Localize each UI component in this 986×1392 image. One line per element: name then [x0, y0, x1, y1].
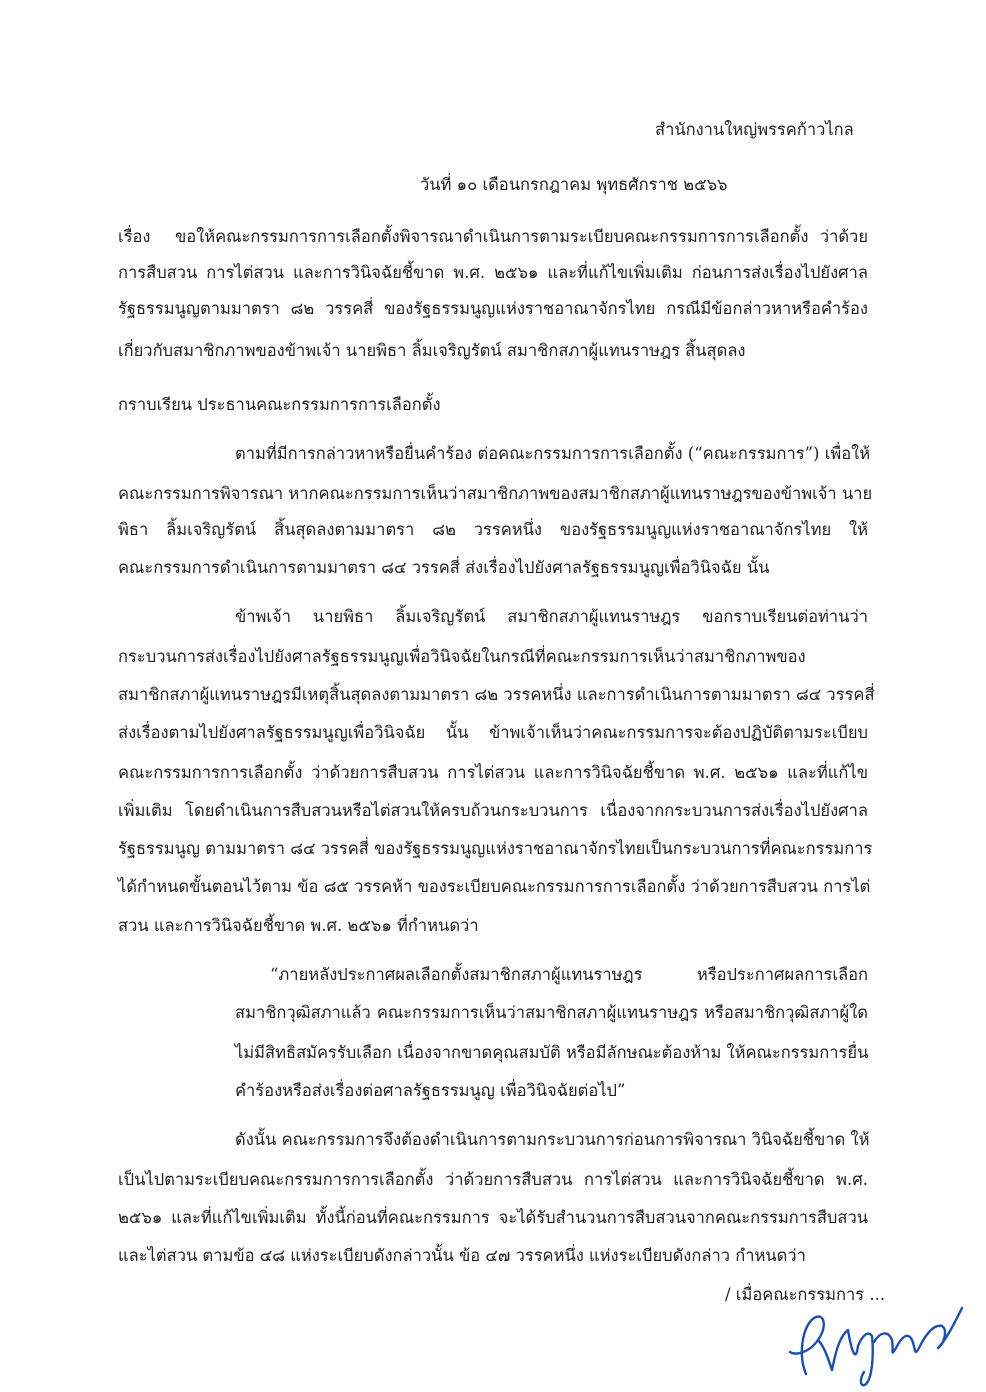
continuation-note: / เมื่อคณะกรรมการ ...: [725, 1285, 886, 1304]
para2-line: ส่งเรื่องตามไปยังศาลรัฐธรรมนูญเพื่อวินิจฉัย นั้น ข้าพเจ้าเห็นว่าคณะกรรมการจะต้องปฏิบัติตามระเบียบ: [118, 723, 868, 742]
quote-line: ไม่มีสิทธิสมัครรับเลือก เนื่องจากขาดคุณสมบัติ หรือมีลักษณะต้องห้าม ให้คณะกรรมการยื่น: [235, 1043, 869, 1062]
para2-line: สวน และการวินิจฉัยชี้ขาด พ.ศ. ๒๕๖๑ ที่กำหนดว่า: [118, 916, 479, 935]
subject-label: เรื่อง: [118, 227, 151, 246]
quote-line: “ภายหลังประกาศผลเลือกตั้งสมาชิกสภาผู้แทนราษฎร หรือประกาศผลการเลือก: [270, 965, 868, 984]
para2-line: รัฐธรรมนูญ ตามมาตรา ๘๔ วรรคสี่ ของรัฐธรรมนูญแห่งราชอาณาจักรไทยเป็นกระบวนการที่คณะกรรมการ: [118, 839, 873, 858]
quote-line: สมาชิกวุฒิสภาแล้ว คณะกรรมการเห็นว่าสมาชิกสภาผู้แทนราษฎร หรือสมาชิกวุฒิสภาผู้ใด: [235, 1003, 868, 1022]
quote-line: คำร้องหรือส่งเรื่องต่อศาลรัฐธรรมนูญ เพื่อวินิจฉัยต่อไป”: [235, 1081, 626, 1100]
office-name: สำนักงานใหญ่พรรคก้าวไกล: [655, 120, 854, 139]
salutation: กราบเรียน ประธานคณะกรรมการการเลือกตั้ง: [118, 395, 441, 414]
para2-line: คณะกรรมการการเลือกตั้ง ว่าด้วยการสืบสวน การไต่สวน และการวินิจฉัยชี้ขาด พ.ศ. ๒๕๖๑ และที่แก้ไข: [118, 763, 868, 782]
para2-line: ได้กำหนดขั้นตอนไว้ตาม ข้อ ๘๕ วรรคห้า ของระเบียบคณะกรรมการการเลือกตั้ง ว่าด้วยการสืบสวน การไต่: [118, 877, 871, 896]
subject-line: รัฐธรรมนูญตามมาตรา ๘๒ วรรคสี่ ของรัฐธรรมนูญแห่งราชอาณาจักรไทย กรณีมีข้อกล่าวหาหรือคำร้อง: [118, 299, 868, 318]
para3-line: และไต่สวน ตามข้อ ๔๘ แห่งระเบียบดังกล่าวนั้น ข้อ ๔๗ วรรคหนึ่ง แห่งระเบียบดังกล่าว กำหนดว่า: [118, 1246, 806, 1265]
para3-line: ดังนั้น คณะกรรมการจึงต้องดำเนินการตามกระบวนการก่อนการพิจารณา วินิจฉัยชี้ขาด ให้: [235, 1130, 870, 1149]
para1-line: พิธา ลิ้มเจริญรัตน์ สิ้นสุดลงตามมาตรา ๘๒ วรรคหนึ่ง ของรัฐธรรมนูญแห่งราชอาณาจักรไทย ให้: [118, 520, 868, 539]
para3-line: เป็นไปตามระเบียบคณะกรรมการการเลือกตั้ง ว่าด้วยการสืบสวน การไต่สวน และการวินิจฉัยชี้ขาด พ.ศ.: [118, 1170, 868, 1189]
signature: [778, 1296, 968, 1388]
subject-line: การสืบสวน การไต่สวน และการวินิจฉัยชี้ขาด พ.ศ. ๒๕๖๑ และที่แก้ไขเพิ่มเติม ก่อนการส่งเรื่องไปยังศาล: [118, 263, 868, 282]
document-date: วันที่ ๑๐ เดือนกรกฎาคม พุทธศักราช ๒๕๖๖: [420, 175, 728, 194]
para3-line: ๒๕๖๑ และที่แก้ไขเพิ่มเติม ทั้งนี้ก่อนที่คณะกรรมการ จะได้รับสำนวนการสืบสวนจากคณะกรรมการสืบสวน: [118, 1208, 868, 1227]
para2-line: กระบวนการส่งเรื่องไปยังศาลรัฐธรรมนูญเพื่อวินิจฉัยในกรณีที่คณะกรรมการเห็นว่าสมาชิกภาพของ: [118, 647, 806, 666]
para1-line: คณะกรรมการดำเนินการตามมาตรา ๘๔ วรรคสี่ ส่งเรื่องไปยังศาลรัฐธรรมนูญเพื่อวินิจฉัย นั้น: [118, 558, 770, 577]
para2-line: เพิ่มเติม โดยดำเนินการสืบสวนหรือไต่สวนให้ครบถ้วนกระบวนการ เนื่องจากกระบวนการส่งเรื่องไปยังศาล: [118, 801, 868, 820]
subject-line: ขอให้คณะกรรมการการเลือกตั้งพิจารณาดำเนินการตามระเบียบคณะกรรมการการเลือกตั้ง ว่าด้วย: [175, 227, 868, 246]
para2-line: ข้าพเจ้า นายพิธา ลิ้มเจริญรัตน์ สมาชิกสภาผู้แทนราษฎร ขอกราบเรียนต่อท่านว่า: [235, 607, 868, 626]
para1-line: ตามที่มีการกล่าวหาหรือยื่นคำร้อง ต่อคณะกรรมการการเลือกตั้ง (“คณะกรรมการ”) เพื่อให้: [235, 444, 871, 463]
subject-line: เกี่ยวกับสมาชิกภาพของข้าพเจ้า นายพิธา ลิ้มเจริญรัตน์ สมาชิกสภาผู้แทนราษฎร สิ้นสุดลง: [118, 341, 746, 360]
para2-line: สมาชิกสภาผู้แทนราษฎรมีเหตุสิ้นสุดลงตามมาตรา ๘๒ วรรคหนึ่ง และการดำเนินการตามมาตรา ๘๔ วรรคสี่: [118, 685, 875, 704]
para1-line: คณะกรรมการพิจารณา หากคณะกรรมการเห็นว่าสมาชิกภาพของสมาชิกสภาผู้แทนราษฎรของข้าพเจ้า นาย: [118, 484, 873, 503]
